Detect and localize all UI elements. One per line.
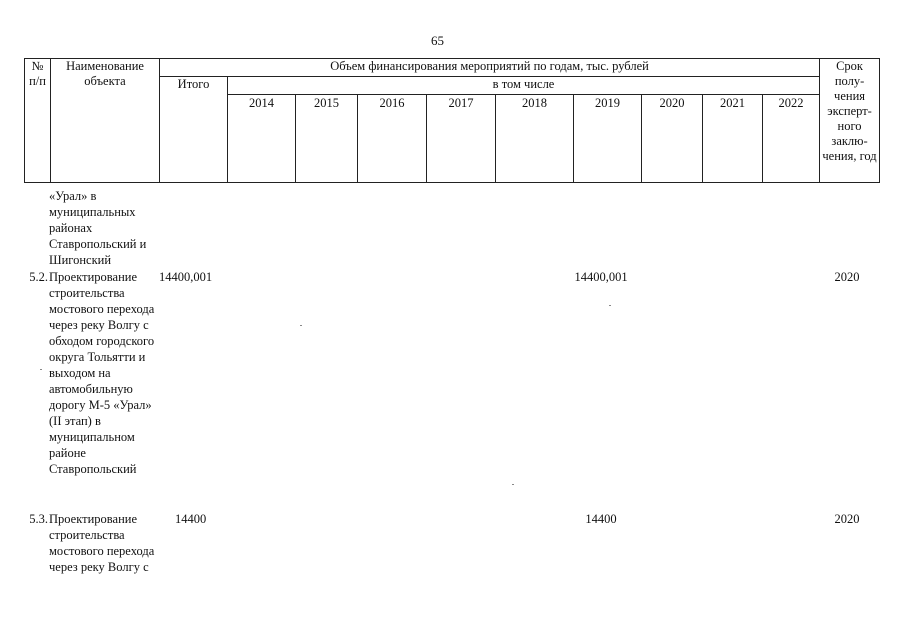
num-column-header: № п/п bbox=[25, 59, 51, 183]
year-header-2022: 2022 bbox=[763, 95, 820, 183]
year-header-2016: 2016 bbox=[358, 95, 427, 183]
row-name-continuation: «Урал» в муниципальных районах Ставропольский и Шигонский bbox=[49, 189, 147, 267]
row-term: 2020 bbox=[834, 512, 860, 526]
year-header-2015: 2015 bbox=[296, 95, 358, 183]
row-number: 5.2. bbox=[29, 270, 48, 284]
year-header-2017: 2017 bbox=[427, 95, 496, 183]
row-name: Проектирование строительства мостового перехода через реку Волгу с обходом городского округа Тольятти и выходом на автомобильную дорогу М-5 «Урал» (II этап) в муниципальном районе Ставропольский bbox=[49, 270, 155, 476]
name-column-header: Наименование объекта bbox=[51, 59, 160, 183]
row-value-2019: 14400 bbox=[585, 512, 617, 526]
year-header-2014: 2014 bbox=[228, 95, 296, 183]
term-column-header: Срок полу-чения эксперт-ного заклю-чения, год bbox=[820, 59, 880, 183]
year-header-2018: 2018 bbox=[496, 95, 574, 183]
scan-speck bbox=[40, 369, 42, 370]
total-column-header: Итого bbox=[160, 77, 228, 183]
row-total: 14400 bbox=[175, 512, 207, 526]
row-number: 5.3. bbox=[29, 512, 48, 526]
scan-speck bbox=[300, 325, 302, 326]
scan-speck bbox=[512, 484, 514, 485]
row-name: Проектирование строительства мостового перехода через реку Волгу с bbox=[49, 512, 155, 574]
row-total: 14400,001 bbox=[159, 270, 213, 284]
year-header-2020: 2020 bbox=[642, 95, 703, 183]
year-header-2019: 2019 bbox=[574, 95, 642, 183]
row-value-2019: 14400,001 bbox=[574, 270, 628, 284]
year-header-2021: 2021 bbox=[703, 95, 763, 183]
scan-speck bbox=[609, 305, 611, 306]
including-column-header: в том числе bbox=[228, 77, 820, 95]
page-number: 65 bbox=[431, 33, 444, 48]
row-term: 2020 bbox=[834, 270, 860, 284]
financing-table-header bbox=[24, 58, 880, 183]
volume-column-header: Объем финансирования мероприятий по годам, тыс. рублей bbox=[160, 59, 820, 77]
